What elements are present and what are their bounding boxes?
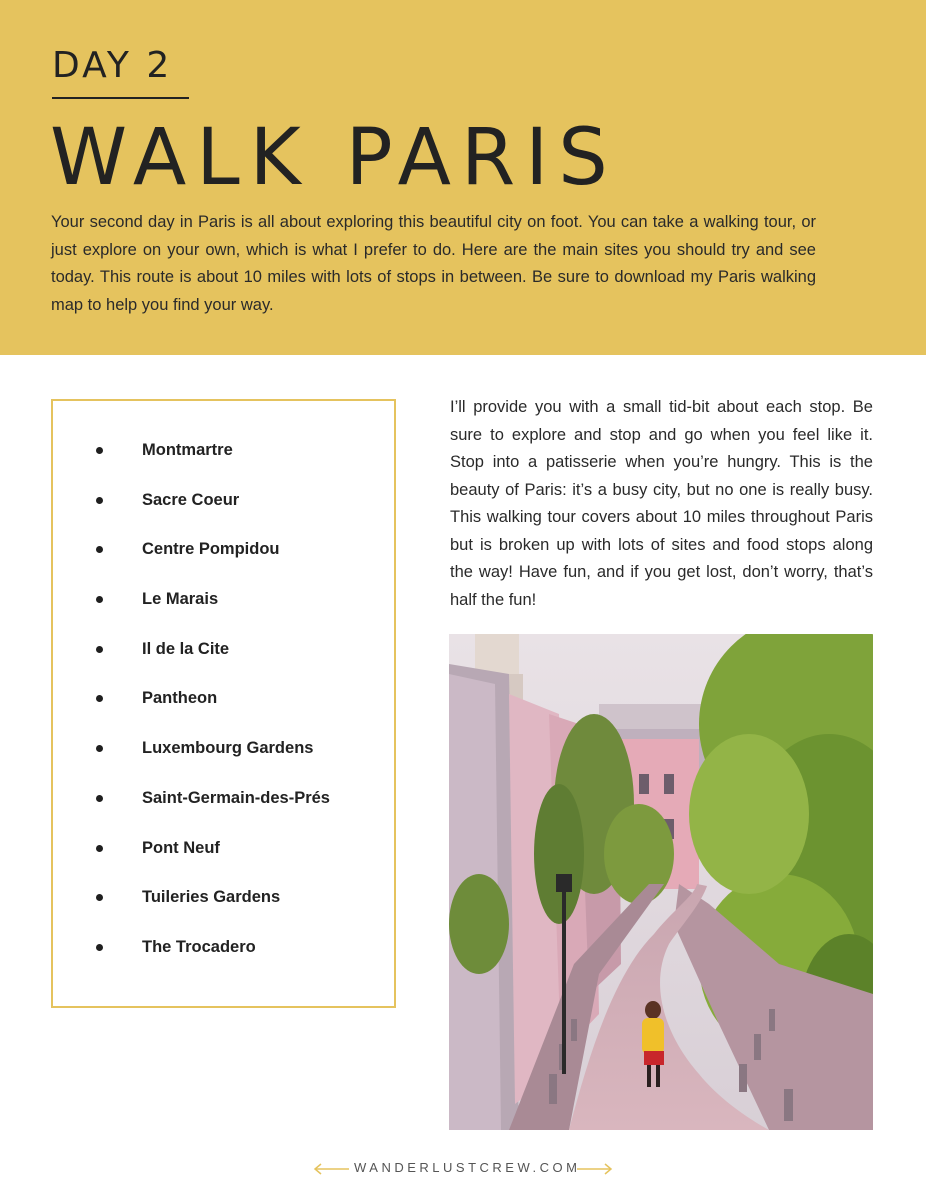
bullet-icon bbox=[96, 447, 103, 454]
bullet-icon bbox=[96, 646, 103, 653]
bullet-icon bbox=[96, 745, 103, 752]
list-item bbox=[53, 881, 394, 931]
bullet-icon bbox=[96, 795, 103, 802]
list-item bbox=[53, 434, 394, 484]
list-item bbox=[53, 682, 394, 732]
bullet-icon bbox=[96, 944, 103, 951]
intro-paragraph: Your second day in Paris is all about exploring this beautiful city on foot. You can take a walking tour, or just explore on your own, which is what I prefer to do. Here are the main sites you should try and see today. This route is about 10 miles with lots of stops in between. Be sure to download my Paris walking map to help you find your way. bbox=[51, 213, 816, 314]
list-item bbox=[53, 633, 394, 683]
bullet-icon bbox=[96, 596, 103, 603]
tour-description: I’ll provide you with a small tid-bit about each stop. Be sure to explore and stop and go when you feel like it. Stop into a patisserie when you’re hungry. This is the beauty of Paris: it’s a busy city, but no one is really busy. This walking tour covers about 10 miles throughout Paris but is broken up with lots of sites and food stops along the way! Have fun, and if you get lost, don’t worry, that’s half the fun! bbox=[450, 398, 873, 609]
stop-label: Saint-Germain-des-Prés bbox=[142, 788, 330, 807]
list-item bbox=[53, 732, 394, 782]
stops-list bbox=[53, 434, 394, 981]
footer-site-link[interactable]: WANDERLUSTCREW.COM bbox=[354, 1160, 581, 1175]
bullet-icon bbox=[96, 497, 103, 504]
right-arrow-icon bbox=[577, 1163, 613, 1175]
stop-label: Centre Pompidou bbox=[142, 540, 280, 559]
stop-label: Pont Neuf bbox=[142, 838, 220, 857]
stop-label: Pantheon bbox=[142, 689, 218, 708]
footer bbox=[0, 1158, 926, 1182]
list-item bbox=[53, 533, 394, 583]
stop-label: The Trocadero bbox=[142, 937, 256, 956]
stop-label: Luxembourg Gardens bbox=[142, 739, 314, 758]
page-title: WALK PARIS bbox=[50, 113, 618, 203]
list-item bbox=[53, 832, 394, 882]
bullet-icon bbox=[96, 546, 103, 553]
day-label: DAY 2 bbox=[52, 45, 173, 86]
day-underline bbox=[52, 97, 189, 99]
stops-list-box bbox=[51, 399, 396, 1008]
stop-label: Montmartre bbox=[142, 441, 233, 459]
bullet-icon bbox=[96, 695, 103, 702]
left-arrow-icon bbox=[313, 1163, 349, 1175]
header-banner bbox=[0, 0, 926, 355]
list-item bbox=[53, 583, 394, 633]
list-item bbox=[53, 782, 394, 832]
stop-label: Tuileries Gardens bbox=[142, 888, 281, 907]
list-item bbox=[53, 484, 394, 534]
list-item bbox=[53, 931, 394, 981]
stop-label: Le Marais bbox=[142, 590, 219, 609]
montmartre-street-photo bbox=[449, 634, 873, 1130]
bullet-icon bbox=[96, 894, 103, 901]
bullet-icon bbox=[96, 845, 103, 852]
stop-label: Sacre Coeur bbox=[142, 490, 240, 509]
stop-label: Il de la Cite bbox=[142, 639, 230, 658]
